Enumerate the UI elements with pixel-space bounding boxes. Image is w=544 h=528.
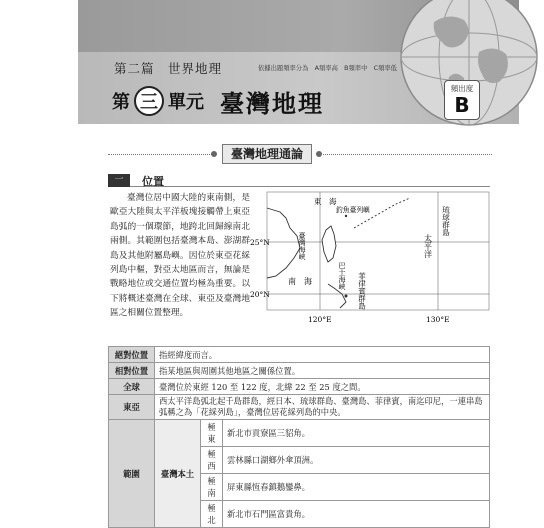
philippines-island [345,295,348,298]
map-label-bashi: 巴士海峽 [338,262,346,290]
row-label-relative: 相對位置 [109,363,155,379]
table-row [109,379,490,395]
row-label-east-asia: 東亞 [109,395,155,420]
table-row [109,363,490,379]
map-label-ryukyu: 琉球群島 [441,206,451,236]
subsection-title: 位置 [142,175,164,188]
range-place-east: 新北市貢寮區三貂角。 [223,420,490,447]
row-label-range: 範圍 [109,420,155,528]
map-lat-20-label: 20°N [250,290,270,299]
location-map [250,188,495,333]
table-row [109,420,490,447]
diaoyutai-dot [345,215,347,217]
map-lon-120-label: 120°E [308,315,332,324]
range-dir-east: 極東 [201,420,223,447]
map-label-pacific: 太平洋 [423,234,433,258]
map-label-philippines: 菲律賓群島 [357,272,367,310]
map-label-diaoyutai: 釣魚臺列嶼 [336,206,370,214]
row-value-absolute: 指經緯度而言。 [155,347,490,363]
part-title: 第二篇 世界地理 [114,61,223,76]
frequency-label: 頻出度 [450,84,474,93]
unit-title: 臺灣地理 [220,90,324,118]
section-heading [108,146,490,162]
row-value-east-asia: 西太平洋島弧北起千島群島，經日本、琉球群島、臺灣島、菲律賓，南迄印尼，一連串島弧稱之為「花綵列島」，臺灣位居花綵列島的中央。 [155,395,490,420]
row-value-relative: 指某地區與周圍其他地區之關係位置。 [155,363,490,379]
range-place-north: 新北市石門區富貴角。 [223,501,490,528]
body-paragraph: 臺灣位居中國大陸的東南側，是歐亞大陸與太平洋板塊接觸帶上東亞島弧的一個環節，地跨北回歸線南北兩側。其範圍包括臺灣本島、澎湖群島及其他附屬島嶼。因位於東亞花綵列島中樞，對亞太地區而言，無論是戰略地位或交通位置均極為重要。以下將概述臺灣在全球、東亞及臺灣地區之相關位置整理。 [110,193,250,319]
subsection-number: 一 [108,174,130,187]
row-label-absolute: 絕對位置 [109,347,155,363]
frequency-badge [444,80,480,120]
location-table [108,346,490,528]
map-label-east-sea: 東 海 [314,197,337,206]
map-label-taiwan-strait: 臺灣海峽 [298,232,306,260]
range-place-west: 雲林縣口湖鄉外傘頂洲。 [223,447,490,474]
frequency-legend: 依據出題頻率分為 A頻率高 B頻率中 C頻率低 [258,65,397,72]
table-row [109,347,490,363]
section-rule-left [108,154,214,155]
row-sublabel-mainland: 臺灣本土 [155,420,201,528]
unit-prefix: 第 [112,92,130,113]
frequency-grade: B [454,93,470,117]
row-value-global: 臺灣位於東經 120 至 122 度，北緯 22 至 25 度之間。 [155,379,490,395]
unit-suffix: 單元 [168,92,204,113]
map-label-south-china-sea: 南 海 [288,277,312,286]
unit-heading [112,86,204,116]
map-lat-25-label: 25°N [250,238,270,247]
range-dir-south: 極南 [201,474,223,501]
section-rule-right [320,154,492,155]
range-dir-west: 極西 [201,447,223,474]
map-lon-130-label: 130°E [426,315,450,324]
section-title: 臺灣地理通論 [222,144,312,164]
range-place-south: 屏東縣恆春鎮鵝鑾鼻。 [223,474,490,501]
range-dir-north: 極北 [201,501,223,528]
section-dot-left [211,151,217,157]
unit-banner [78,0,519,124]
subsection-heading [108,174,490,187]
table-row [109,395,490,420]
row-label-global: 全球 [109,379,155,395]
unit-number: 三 [134,86,164,116]
